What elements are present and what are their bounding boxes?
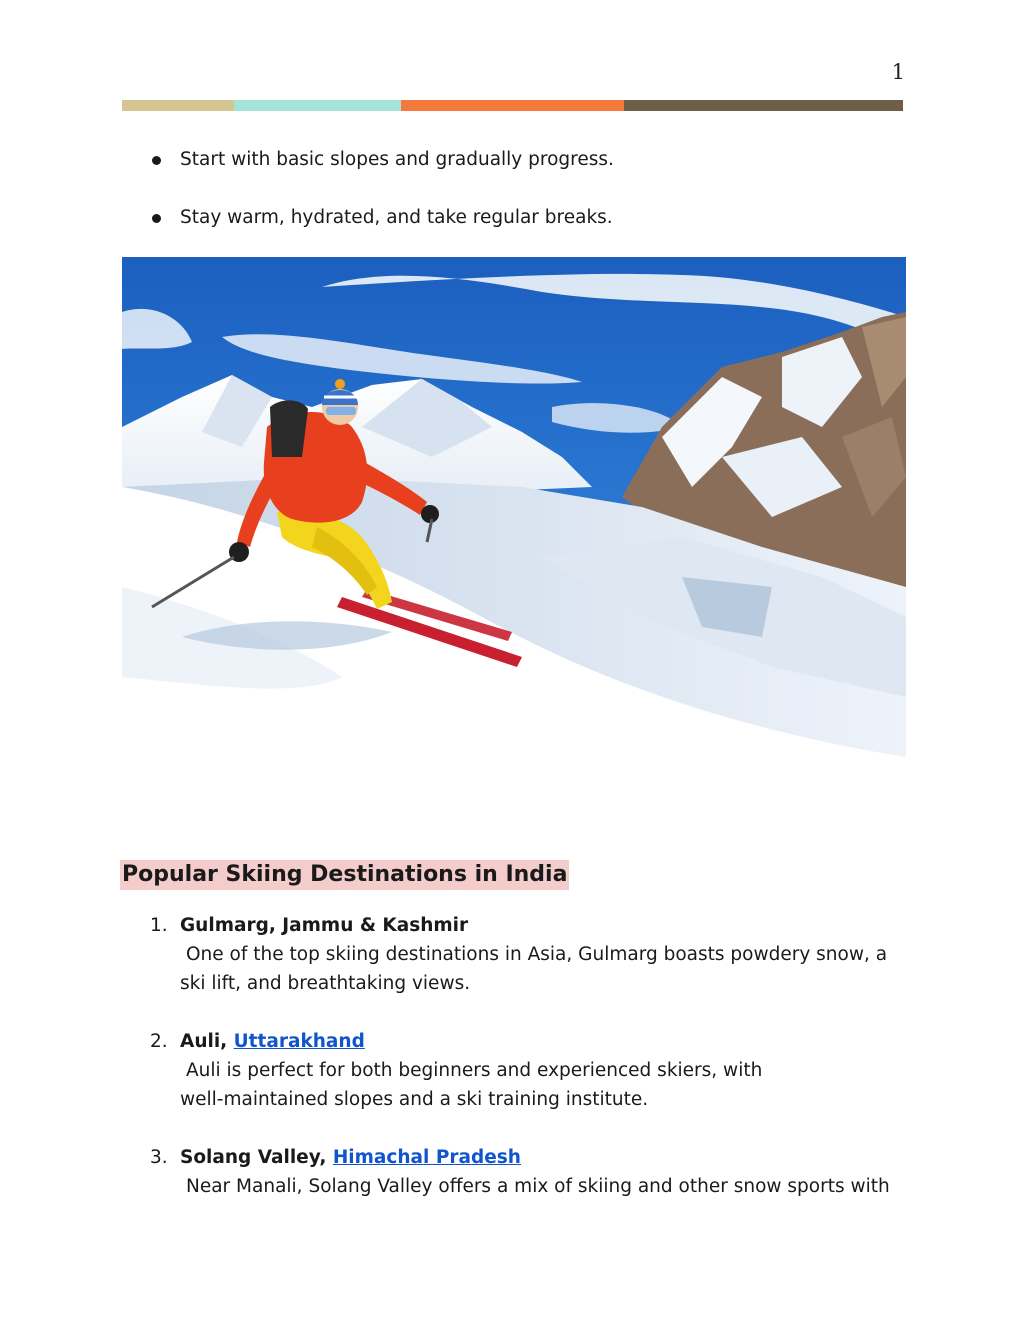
color-bar-segment — [624, 100, 903, 111]
color-bar-segment — [122, 100, 234, 111]
item-number: 1. — [150, 915, 168, 936]
color-bar-segment — [234, 100, 401, 111]
destination-item — [150, 1143, 900, 1201]
description-line: Near Manali, Solang Valley offers a mix of skiing and other snow sports with — [186, 1176, 890, 1197]
destination-name: Gulmarg, Jammu & Kashmir — [180, 915, 469, 936]
destination-name: Solang Valley, — [180, 1147, 333, 1168]
item-number: 3. — [150, 1147, 168, 1168]
destination-description — [180, 1172, 900, 1201]
header-color-bar — [122, 100, 903, 111]
uttarakhand-link[interactable]: Uttarakhand — [233, 1031, 365, 1052]
destination-item — [150, 1027, 900, 1114]
page-number: 1 — [891, 60, 905, 84]
destination-list — [150, 911, 900, 1230]
destination-description — [180, 940, 900, 998]
destination-name: Auli, — [180, 1031, 234, 1052]
destination-description — [180, 1056, 900, 1114]
tip-item: Start with basic slopes and gradually progress. — [150, 145, 900, 175]
destination-item — [150, 911, 900, 998]
item-number: 2. — [150, 1031, 168, 1052]
section-heading: Popular Skiing Destinations in India — [120, 860, 569, 890]
description-line: well-maintained slopes and a ski training institute. — [180, 1089, 649, 1110]
color-bar-segment — [401, 100, 624, 111]
himachal-pradesh-link[interactable]: Himachal Pradesh — [332, 1147, 521, 1168]
tips-list — [150, 145, 900, 261]
description-line: ski lift, and breathtaking views. — [180, 973, 471, 994]
tip-item: Stay warm, hydrated, and take regular breaks. — [150, 203, 900, 233]
description-line: Auli is perfect for both beginners and experienced skiers, with — [186, 1060, 763, 1081]
description-line: One of the top skiing destinations in Asia, Gulmarg boasts powdery snow, a — [186, 944, 888, 965]
skier-photo — [122, 257, 906, 778]
